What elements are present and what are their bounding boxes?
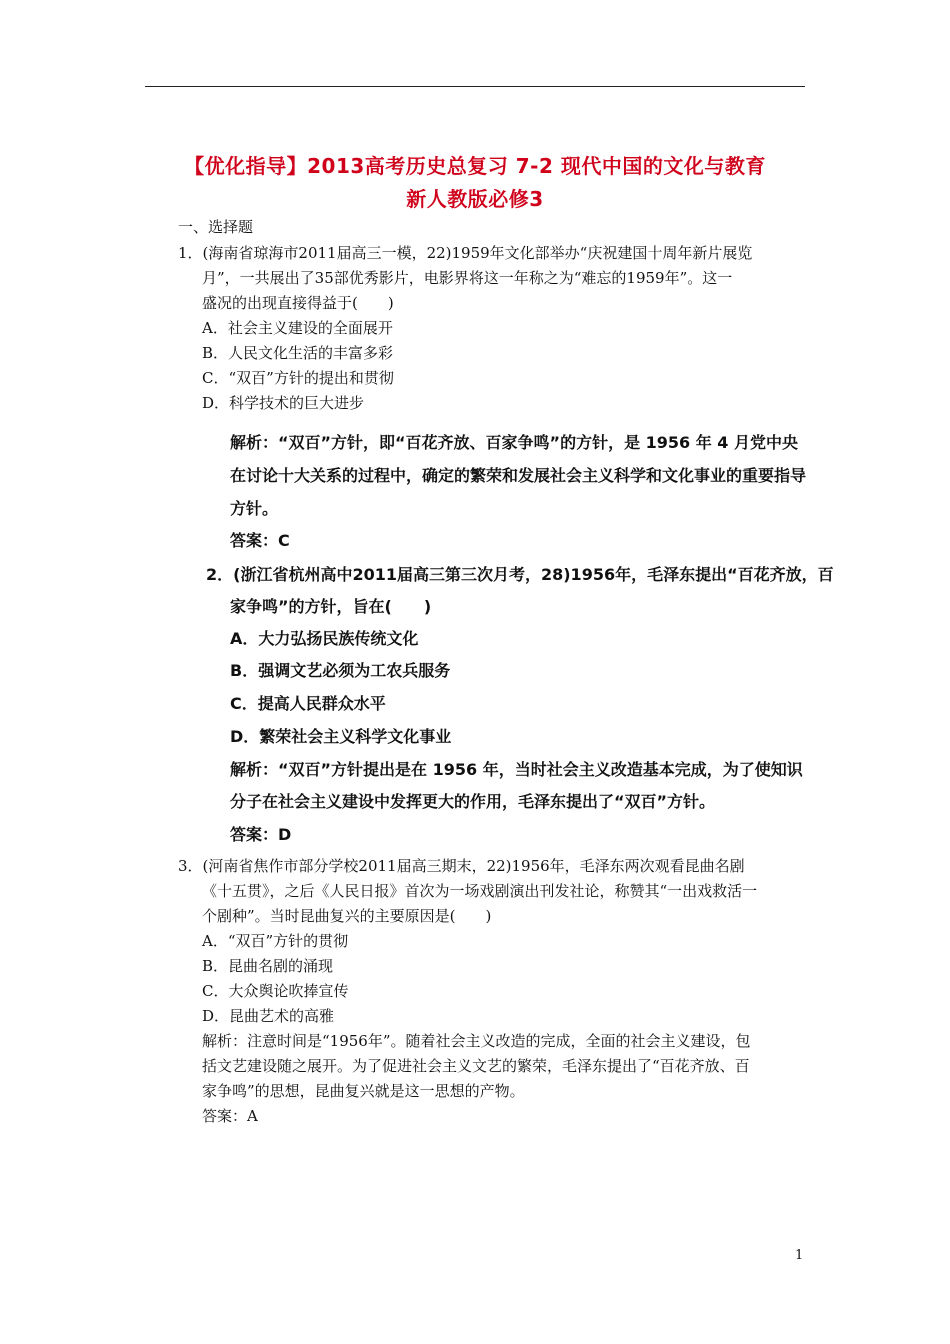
q1-option-a: A．社会主义建设的全面展开 <box>202 319 393 337</box>
q3-explanation-line1: 解析：注意时间是“1956年”。随着社会主义改造的完成，全面的社会主义建设，包 <box>202 1032 751 1050</box>
q2-option-b: B．强调文艺必须为工农兵服务 <box>230 661 451 680</box>
q1-explanation-line3: 方针。 <box>230 499 279 518</box>
q1-option-d: D．科学技术的巨大进步 <box>202 394 365 412</box>
q1-explanation-line1: 解析：“双百”方针，即“百花齐放、百家争鸣”的方针，是 1956 年 4 月党中央 <box>230 433 799 452</box>
document-title: 【优化指导】2013高考历史总复习 7-2 现代中国的文化与教育 <box>184 154 766 178</box>
q2-answer: 答案：D <box>230 825 292 844</box>
q1-explanation-line2: 在讨论十大关系的过程中，确定的繁荣和发展社会主义科学和文化事业的重要指导 <box>230 466 807 485</box>
q3-stem-line2: 《十五贯》，之后《人民日报》首次为一场戏剧演出刊发社论，称赞其“一出戏救活一 <box>202 882 758 900</box>
page-number: 1 <box>795 1248 804 1263</box>
q3-option-d: D．昆曲艺术的高雅 <box>202 1007 335 1025</box>
section-heading: 一、选择题 <box>178 218 254 236</box>
q3-explanation-line3: 家争鸣”的思想，昆曲复兴就是这一思想的产物。 <box>202 1082 525 1100</box>
q1-stem-line2: 月”，一共展出了35部优秀影片，电影界将这一年称之为“难忘的1959年”。这一 <box>202 269 733 287</box>
q3-explanation-line2: 括文艺建设随之展开。为了促进社会主义文艺的繁荣，毛泽东提出了“百花齐放、百 <box>202 1057 750 1075</box>
q3-stem-line3: 个剧种”。当时昆曲复兴的主要原因是( ) <box>202 907 492 925</box>
q3-option-c: C．大众舆论吹捧宣传 <box>202 982 349 1000</box>
q2-stem-line2: 家争鸣”的方针，旨在( ) <box>230 597 432 616</box>
q1-answer: 答案：C <box>230 531 290 550</box>
q2-explanation-line2: 分子在社会主义建设中发挥更大的作用，毛泽东提出了“双百”方针。 <box>230 792 716 811</box>
q3-option-a: A．“双百”方针的贯彻 <box>202 932 349 950</box>
document-subtitle: 新人教版必修3 <box>406 187 544 211</box>
q2-stem-line1: 2．(浙江省杭州高中2011届高三第三次月考，28)1956年，毛泽东提出“百花齐放，百 <box>206 565 834 584</box>
q3-stem-line1: 3．(河南省焦作市部分学校2011届高三期末，22)1956年，毛泽东两次观看昆曲名剧 <box>178 857 745 875</box>
q1-stem-line1: 1．(海南省琼海市2011届高三一模，22)1959年文化部举办“庆祝建国十周年新片展览 <box>178 244 753 262</box>
q1-option-b: B．人民文化生活的丰富多彩 <box>202 344 394 362</box>
q3-option-b: B．昆曲名剧的涌现 <box>202 957 334 975</box>
q2-option-a: A．大力弘扬民族传统文化 <box>230 629 419 648</box>
header-rule <box>145 86 805 87</box>
q1-option-c: C．“双百”方针的提出和贯彻 <box>202 369 394 387</box>
q2-explanation-line1: 解析：“双百”方针提出是在 1956 年，当时社会主义改造基本完成，为了使知识 <box>230 760 803 779</box>
q3-answer: 答案：A <box>202 1107 258 1125</box>
q1-stem-line3: 盛况的出现直接得益于( ) <box>202 294 394 312</box>
q2-option-d: D．繁荣社会主义科学文化事业 <box>230 727 452 746</box>
q2-option-c: C．提高人民群众水平 <box>230 694 386 713</box>
